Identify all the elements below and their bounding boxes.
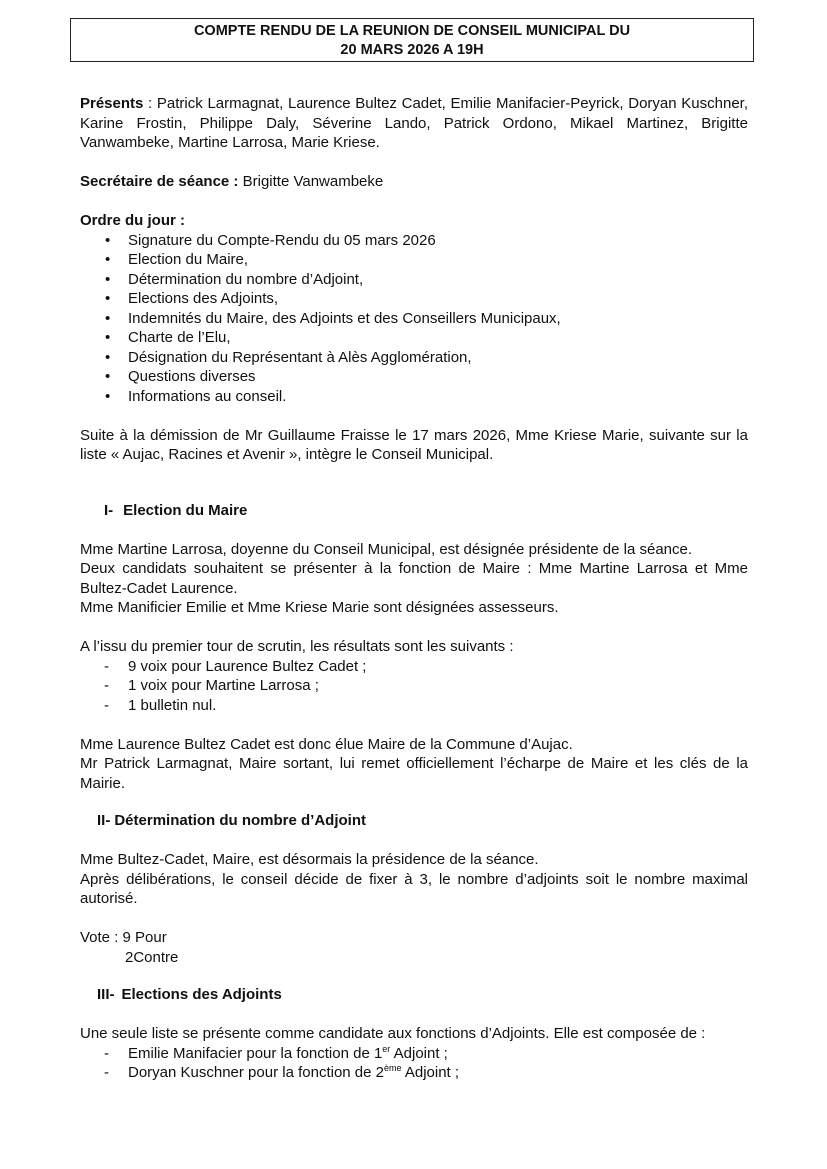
- list-item: • Désignation du Représentant à Alès Agglomération,: [80, 348, 748, 368]
- paragraph: Mr Patrick Larmagnat, Maire sortant, lui remet officiellement l’écharpe de Maire et les clés de la Mairie.: [80, 755, 748, 792]
- list-item: • Indemnités du Maire, des Adjoints et des Conseillers Municipaux,: [80, 309, 748, 329]
- ordinal-suffix: ème: [384, 1063, 402, 1073]
- list-item: [80, 1063, 748, 1083]
- section-2-heading: [80, 811, 748, 831]
- item-text: Adjoint ;: [390, 1044, 448, 1062]
- presents-paragraph: [80, 94, 748, 153]
- list-item: • Questions diverses: [80, 367, 748, 387]
- secretaire-text: Brigitte Vanwambeke: [238, 173, 384, 190]
- document-body: [80, 94, 748, 1083]
- paragraph: Mme Martine Larrosa, doyenne du Conseil Municipal, est désignée présidente de la séance.: [80, 540, 693, 558]
- section-title: Détermination du nombre d’Adjoint: [114, 812, 367, 829]
- list-item: - 1 bulletin nul.: [80, 696, 748, 716]
- vote-label: Vote :: [80, 929, 123, 946]
- list-item: • Elections des Adjoints,: [80, 289, 748, 309]
- vote-line: [80, 928, 748, 948]
- ordre-list: [80, 231, 748, 407]
- list-item: - 9 voix pour Laurence Bultez Cadet ;: [80, 657, 748, 677]
- ordre-label: [80, 211, 748, 231]
- section-number: I-: [104, 501, 114, 519]
- section-title: Elections des Adjoints: [121, 986, 282, 1003]
- intro-paragraph: Suite à la démission de Mr Guillaume Fraisse le 17 mars 2026, Mme Kriese Marie, suivante sur la liste « Aujac, Racines et Avenir », intègre le Conseil Municipal.: [80, 426, 748, 463]
- secretaire-paragraph: [80, 172, 748, 192]
- paragraph: Après délibérations, le conseil décide de fixer à 3, le nombre d’adjoints soit le nombre maximal autorisé.: [80, 870, 748, 907]
- paragraph: Mme Manificier Emilie et Mme Kriese Marie sont désignées assesseurs.: [80, 599, 559, 616]
- secretaire-label: Secrétaire de séance :: [80, 173, 239, 190]
- vote-pour: 9 Pour: [122, 929, 167, 946]
- list-item: - 1 voix pour Martine Larrosa ;: [80, 676, 748, 696]
- presents-text: : Patrick Larmagnat, Laurence Bultez Cadet, Emilie Manifacier-Peyrick, Doryan Kuschner, Karine Frostin, Philippe Daly, Séverine Lando, Patrick Ordono, Mikael Martinez, Brigitte Vanwambeke, Martine Larrosa, Marie Kriese.: [80, 95, 748, 151]
- title-line-1: COMPTE RENDU DE LA REUNION DE CONSEIL MUNICIPAL DU: [193, 23, 631, 39]
- section-1-heading: [80, 501, 748, 521]
- item-text: Doryan Kuschner pour la fonction de 2: [128, 1064, 384, 1081]
- vote-contre: 2Contre: [125, 948, 179, 966]
- adjoints-list: [80, 1044, 748, 1083]
- list-item: [80, 1044, 748, 1064]
- list-item: • Election du Maire,: [80, 250, 748, 270]
- paragraph: Deux candidats souhaitent se présenter à la fonction de Maire : Mme Martine Larrosa et Mme Bultez-Cadet Laurence.: [80, 560, 748, 597]
- list-item: • Signature du Compte-Rendu du 05 mars 2026: [80, 231, 748, 251]
- paragraph: Une seule liste se présente comme candidate aux fonctions d’Adjoints. Elle est composée de :: [80, 1025, 706, 1042]
- item-text: Emilie Manifacier pour la fonction de 1: [128, 1044, 383, 1062]
- document-title: [70, 18, 754, 62]
- list-item: • Détermination du nombre d’Adjoint,: [80, 270, 748, 290]
- results-list: [80, 657, 748, 716]
- ordre-label-text: Ordre du jour :: [80, 212, 185, 229]
- list-item: • Charte de l’Elu,: [80, 328, 748, 348]
- section-3-heading: [80, 985, 748, 1005]
- section-title: Election du Maire: [123, 501, 248, 519]
- section-number: II-: [97, 812, 111, 829]
- ordinal-suffix: er: [382, 1043, 391, 1054]
- title-line-2: 20 MARS 2026 A 19H: [340, 42, 484, 58]
- item-text: Adjoint ;: [401, 1064, 460, 1081]
- section-number: III-: [97, 986, 115, 1003]
- list-item: • Informations au conseil.: [80, 387, 748, 407]
- presents-label: Présents: [80, 95, 144, 112]
- paragraph: A l’issu du premier tour de scrutin, les résultats sont les suivants :: [80, 638, 514, 655]
- paragraph: Mme Bultez-Cadet, Maire, est désormais la présidence de la séance.: [80, 851, 539, 868]
- paragraph: Mme Laurence Bultez Cadet est donc élue Maire de la Commune d’Aujac.: [80, 735, 573, 753]
